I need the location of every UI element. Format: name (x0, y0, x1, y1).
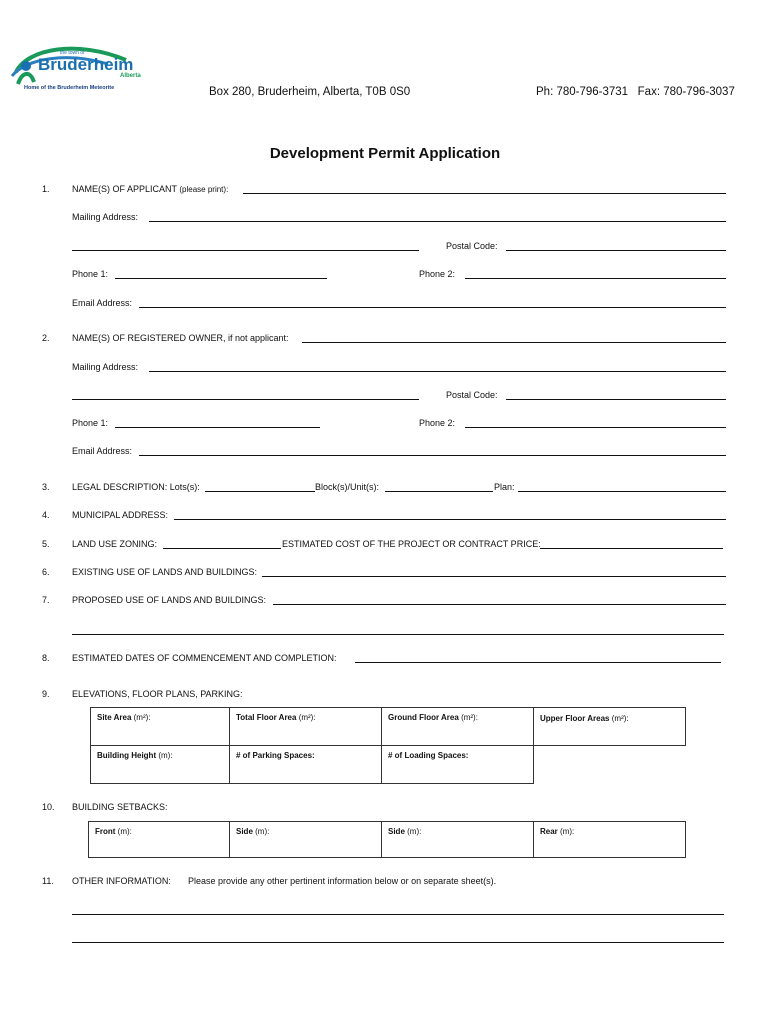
section-2-number: 2. (42, 333, 50, 343)
plan-field[interactable] (518, 491, 726, 492)
estimated-dates-field[interactable] (355, 662, 721, 663)
elevations-label: ELEVATIONS, FLOOR PLANS, PARKING: (72, 689, 243, 699)
s1-phone2-field[interactable] (465, 278, 726, 279)
building-dimensions-table (90, 707, 686, 784)
s1-mailing-field[interactable] (149, 221, 726, 222)
legal-description-label: LEGAL DESCRIPTION: Lots(s): (72, 482, 200, 492)
proposed-use-field[interactable] (273, 604, 726, 605)
section-10-number: 10. (42, 802, 55, 812)
section-4-number: 4. (42, 510, 50, 520)
parking-spaces-cell[interactable]: # of Parking Spaces: (230, 746, 382, 784)
side-setback-cell-1[interactable]: Side (m): (230, 822, 382, 858)
page-title: Development Permit Application (269, 145, 501, 162)
header-address: Box 280, Bruderheim, Alberta, T0B 0S0 (209, 86, 411, 98)
applicant-name-label (72, 184, 228, 194)
municipal-address-field[interactable] (174, 519, 726, 520)
plan-label: Plan: (494, 482, 515, 492)
town-logo (8, 42, 141, 98)
land-use-zoning-field[interactable] (163, 548, 281, 549)
loading-spaces-cell[interactable]: # of Loading Spaces: (382, 746, 534, 784)
logo-province: Alberta (120, 73, 141, 79)
total-floor-area-cell[interactable]: Total Floor Area (m²): (230, 708, 382, 746)
other-information-field-2[interactable] (72, 942, 724, 943)
empty-cell (534, 746, 686, 784)
s2-phone1-label: Phone 1: (72, 418, 109, 428)
other-information-field-1[interactable] (72, 914, 724, 915)
s1-mailing-label: Mailing Address: (72, 212, 139, 222)
s2-mailing-field-2[interactable] (72, 399, 419, 400)
section-1-number: 1. (42, 184, 50, 194)
front-setback-cell[interactable]: Front (m): (89, 822, 230, 858)
logo-name: Bruderheim (38, 55, 134, 74)
estimated-cost-label: ESTIMATED COST OF THE PROJECT OR CONTRACT PRICE: (282, 539, 541, 549)
lots-field[interactable] (205, 491, 315, 492)
s2-phone2-field[interactable] (465, 427, 726, 428)
s1-email-field[interactable] (139, 307, 726, 308)
s2-postal-label: Postal Code: (446, 390, 498, 400)
section-8-number: 8. (42, 653, 50, 663)
logo-small-top: the town of (60, 50, 85, 56)
existing-use-label: EXISTING USE OF LANDS AND BUILDINGS: (72, 567, 258, 577)
s1-phone2-label: Phone 2: (419, 269, 456, 279)
setbacks-label: BUILDING SETBACKS: (72, 802, 168, 812)
rear-setback-cell[interactable]: Rear (m): (534, 822, 686, 858)
existing-use-field[interactable] (262, 576, 726, 577)
s1-mailing-field-2[interactable] (72, 250, 419, 251)
owner-name-label: NAME(S) OF REGISTERED OWNER, if not applicant: (72, 333, 289, 343)
s1-phone1-label: Phone 1: (72, 269, 109, 279)
side-setback-cell-2[interactable]: Side (m): (382, 822, 534, 858)
section-3-number: 3. (42, 482, 50, 492)
owner-name-field[interactable] (302, 342, 726, 343)
other-information-label: OTHER INFORMATION: (72, 876, 171, 886)
s1-postal-label: Postal Code: (446, 241, 498, 251)
s1-email-label: Email Address: (72, 298, 133, 308)
s2-postal-field[interactable] (506, 399, 726, 400)
section-7-number: 7. (42, 595, 50, 605)
s2-email-label: Email Address: (72, 446, 133, 456)
applicant-name-note: (please print): (179, 185, 229, 194)
block-field[interactable] (385, 491, 493, 492)
upper-floor-areas-cell[interactable]: Upper Floor Areas (m²): (534, 708, 686, 746)
s1-postal-field[interactable] (506, 250, 726, 251)
estimated-cost-field[interactable] (540, 548, 723, 549)
applicant-name-text: NAME(S) OF APPLICANT (72, 184, 177, 194)
municipal-address-label: MUNICIPAL ADDRESS: (72, 510, 169, 520)
s2-email-field[interactable] (139, 455, 726, 456)
s2-mailing-field[interactable] (149, 371, 726, 372)
proposed-use-field-2[interactable] (72, 634, 724, 635)
ground-floor-area-cell[interactable]: Ground Floor Area (m²): (382, 708, 534, 746)
section-9-number: 9. (42, 689, 50, 699)
section-11-number: 11. (42, 876, 54, 886)
s2-phone1-field[interactable] (115, 427, 320, 428)
proposed-use-label: PROPOSED USE OF LANDS AND BUILDINGS: (72, 595, 267, 605)
building-height-cell[interactable]: Building Height (m): (91, 746, 230, 784)
estimated-dates-label: ESTIMATED DATES OF COMMENCEMENT AND COMPLETION: (72, 653, 337, 663)
land-use-zoning-label: LAND USE ZONING: (72, 539, 158, 549)
s2-mailing-label: Mailing Address: (72, 362, 139, 372)
s2-phone2-label: Phone 2: (419, 418, 456, 428)
block-label: Block(s)/Unit(s): (315, 482, 380, 492)
logo-tagline: Home of the Bruderheim Meteorite (24, 85, 115, 91)
site-area-cell[interactable]: Site Area (m²): (91, 708, 230, 746)
section-6-number: 6. (42, 567, 50, 577)
section-5-number: 5. (42, 539, 50, 549)
applicant-name-field[interactable] (243, 193, 726, 194)
header-phone-fax: Ph: 780-796-3731 Fax: 780-796-3037 (536, 86, 735, 98)
other-information-note: Please provide any other pertinent information below or on separate sheet(s). (188, 876, 497, 886)
setbacks-table (88, 821, 686, 858)
s1-phone1-field[interactable] (115, 278, 327, 279)
